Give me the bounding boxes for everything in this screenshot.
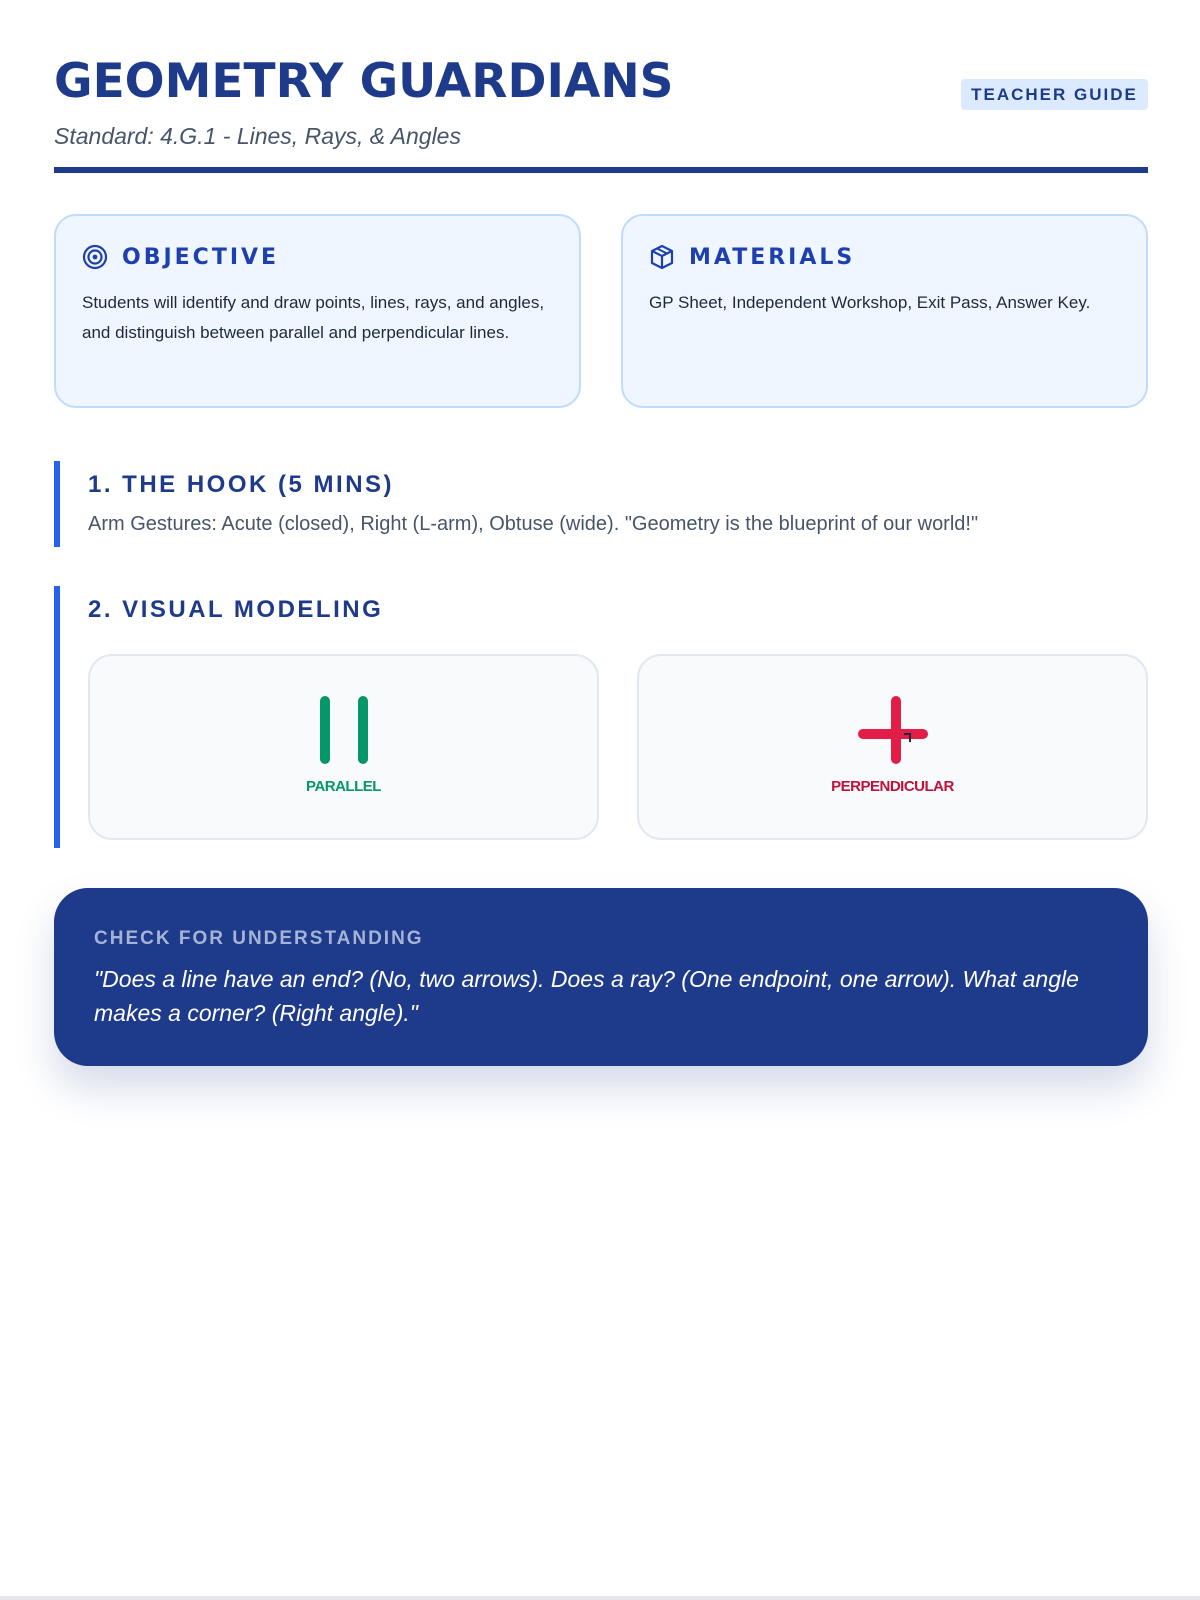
- box-icon: [649, 244, 675, 270]
- page-bottom-edge: [0, 1596, 1200, 1600]
- parallel-label: PARALLEL: [306, 778, 381, 795]
- hook-section: [54, 461, 1148, 547]
- materials-text: GP Sheet, Independent Workshop, Exit Pass, Answer Key.: [649, 293, 1091, 312]
- page-header: [54, 0, 1148, 174]
- objective-title: OBJECTIVE: [122, 244, 280, 270]
- hook-text: Arm Gestures: Acute (closed), Right (L-arm), Obtuse (wide). "Geometry is the blueprint of our world!": [88, 513, 979, 535]
- objective-card: [54, 214, 581, 408]
- visual-modeling-title: 2. VISUAL MODELING: [88, 596, 384, 623]
- objective-card-header: [82, 244, 553, 270]
- check-for-understanding-box: [54, 888, 1148, 1066]
- materials-card-header: [649, 244, 1120, 270]
- info-cards: [54, 214, 1148, 408]
- perpendicular-model-card: [637, 654, 1148, 840]
- materials-card: [621, 214, 1148, 408]
- parallel-lines-icon: [314, 696, 374, 764]
- hook-title: 1. THE HOOK (5 MINS): [88, 471, 395, 498]
- target-icon: [82, 244, 108, 270]
- parallel-model-card: [88, 654, 599, 840]
- perpendicular-label: PERPENDICULAR: [831, 778, 954, 795]
- page-subtitle: Standard: 4.G.1 - Lines, Rays, & Angles: [54, 123, 461, 149]
- header-divider: [54, 167, 1148, 173]
- visual-modeling-section: [54, 586, 1148, 848]
- teacher-guide-badge: TEACHER GUIDE: [961, 79, 1148, 110]
- objective-text: Students will identify and draw points, lines, rays, and angles, and distinguish between parallel and perpendicular lines.: [82, 293, 545, 342]
- check-question: "Does a line have an end? (No, two arrows). Does a ray? (One endpoint, one arrow). What angle makes a corner? (Right angle).": [94, 966, 1079, 1026]
- check-title: CHECK FOR UNDERSTANDING: [94, 928, 424, 949]
- page-title: GEOMETRY GUARDIANS: [54, 54, 674, 109]
- visual-models: [88, 654, 1148, 840]
- perpendicular-lines-icon: [858, 696, 928, 764]
- materials-title: MATERIALS: [689, 244, 856, 270]
- lesson-page: [54, 0, 1148, 1026]
